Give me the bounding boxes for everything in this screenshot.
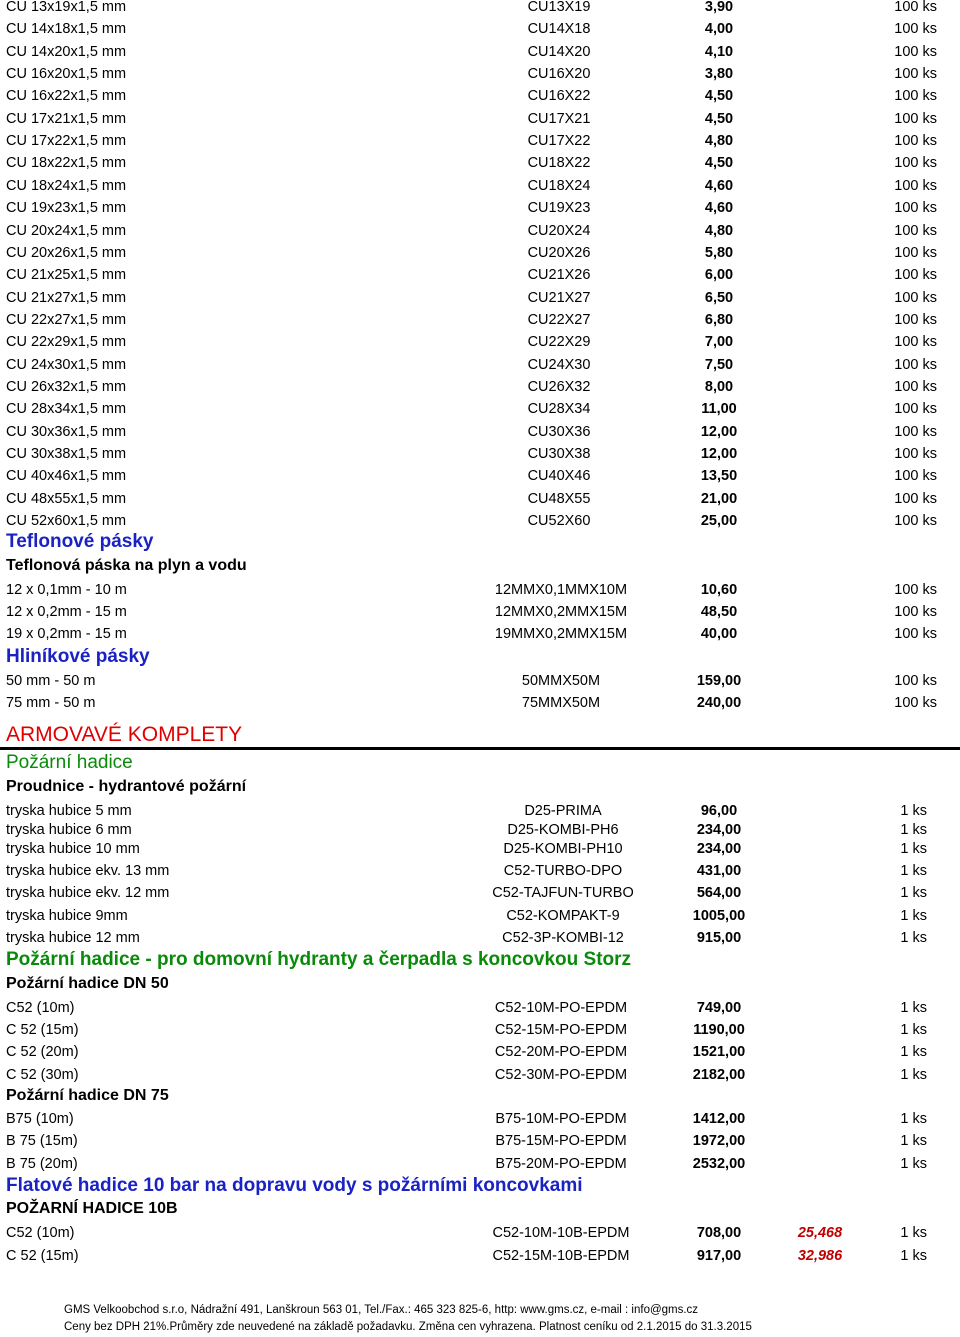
product-code: CU30X38 [527,446,591,462]
product-name: B 75 (20m) [6,1156,78,1172]
product-name: tryska hubice ekv. 13 mm [6,863,170,879]
table-row [0,309,960,331]
product-name: CU 21x27x1,5 mm [6,290,127,306]
product-name: 75 mm - 50 m [6,695,96,711]
table-row [0,443,960,465]
product-code: CU14X18 [527,21,591,37]
product-price: 4,80 [704,223,734,239]
product-name: C52 (10m) [6,1225,75,1241]
product-price: 1972,00 [692,1133,746,1149]
table-row [0,860,960,882]
product-unit: 100 ks [894,446,937,462]
product-price: 749,00 [696,1000,742,1016]
product-unit: 100 ks [894,223,937,239]
table-row [0,287,960,309]
product-name: CU 17x21x1,5 mm [6,111,127,127]
table-row [0,927,960,949]
product-name: tryska hubice 5 mm [6,803,132,819]
product-price: 4,50 [704,111,734,127]
product-name: CU 20x26x1,5 mm [6,245,127,261]
product-code: CU17X22 [527,133,591,149]
product-price: 40,00 [700,626,738,642]
product-name: tryska hubice 10 mm [6,841,140,857]
product-price: 6,00 [704,267,734,283]
storz-heading: Požární hadice - pro domovní hydranty a čerpadla s koncovkou Storz [6,949,632,970]
product-price: 11,00 [701,401,737,417]
flat-hoses-subheading: POŽARNÍ HADICE 10B [6,1200,178,1217]
product-price: 4,60 [704,178,734,194]
product-code: CU13X19 [527,0,591,15]
product-price: 917,00 [696,1248,742,1264]
product-unit: 1 ks [900,1156,927,1172]
product-code: CU48X55 [527,491,591,507]
product-unit: 100 ks [894,267,937,283]
product-price: 4,00 [704,21,734,37]
product-code: CU28X34 [527,401,591,417]
product-unit: 100 ks [894,626,937,642]
table-row [0,670,960,692]
product-unit: 1 ks [900,1000,927,1016]
product-unit: 1 ks [900,1133,927,1149]
product-code: C52-TAJFUN-TURBO [492,885,634,901]
product-code: CU19X23 [527,200,591,216]
product-price: 2182,00 [692,1067,746,1083]
product-code: CU20X24 [527,223,591,239]
product-price: 8,00 [704,379,734,395]
product-code: CU21X27 [527,290,591,306]
product-unit: 100 ks [894,424,937,440]
product-name: 12 x 0,1mm - 10 m [6,582,127,598]
product-unit: 1 ks [900,803,927,819]
product-name: C 52 (30m) [6,1067,79,1083]
product-name: CU 13x19x1,5 mm [6,0,127,15]
product-name: B 75 (15m) [6,1133,78,1149]
product-name: CU 22x29x1,5 mm [6,334,127,350]
product-price: 3,80 [704,66,734,82]
table-row [0,354,960,376]
product-name: 50 mm - 50 m [6,673,96,689]
product-price: 4,50 [704,88,734,104]
product-code: CU14X20 [527,44,591,60]
product-code: CU20X26 [527,245,591,261]
product-name: CU 18x24x1,5 mm [6,178,127,194]
product-unit: 100 ks [894,0,937,15]
product-price: 1521,00 [692,1044,746,1060]
product-price: 6,80 [704,312,734,328]
product-price: 2532,00 [692,1156,746,1172]
product-code: CU16X20 [527,66,591,82]
product-price: 159,00 [696,673,742,689]
product-price: 234,00 [696,841,742,857]
product-name: CU 14x20x1,5 mm [6,44,127,60]
footer-note: Ceny bez DPH 21%.Průměry zde neuvedené na základě požadavku. Změna cen vyhrazena. Platnost ceníku od 2.1.2015 do 31.3.2015 [64,1321,752,1333]
table-row [0,152,960,174]
product-name: CU 28x34x1,5 mm [6,401,127,417]
table-row [0,997,960,1019]
product-name: CU 19x23x1,5 mm [6,200,127,216]
table-row [0,130,960,152]
product-price: 10,60 [700,582,738,598]
table-row [0,85,960,107]
product-code: C52-30M-PO-EPDM [494,1067,628,1083]
product-unit: 100 ks [894,111,937,127]
product-price: 915,00 [696,930,742,946]
product-name: CU 16x22x1,5 mm [6,88,127,104]
product-name: CU 22x27x1,5 mm [6,312,127,328]
product-code: C52-10M-10B-EPDM [492,1225,630,1241]
product-name: CU 26x32x1,5 mm [6,379,127,395]
product-unit: 100 ks [894,401,937,417]
product-unit: 100 ks [894,379,937,395]
table-row [0,1245,960,1267]
product-unit: 100 ks [894,200,937,216]
product-unit: 100 ks [894,155,937,171]
product-code: CU22X29 [527,334,591,350]
product-price: 48,50 [700,604,738,620]
product-price: 4,10 [704,44,734,60]
product-name: tryska hubice 12 mm [6,930,140,946]
table-row [0,601,960,623]
table-row [0,18,960,40]
product-code: B75-15M-PO-EPDM [495,1133,627,1149]
table-row [0,376,960,398]
product-code: CU40X46 [527,468,591,484]
product-code: CU17X21 [527,111,591,127]
product-name: 19 x 0,2mm - 15 m [6,626,127,642]
table-row [0,220,960,242]
product-unit: 100 ks [894,44,937,60]
product-unit: 1 ks [900,1248,927,1264]
product-price: 1005,00 [692,908,746,924]
product-price: 4,80 [704,133,734,149]
product-price: 7,00 [704,334,734,350]
product-name: tryska hubice 6 mm [6,822,132,838]
product-unit: 1 ks [900,908,927,924]
product-name: CU 20x24x1,5 mm [6,223,127,239]
product-name: CU 30x36x1,5 mm [6,424,127,440]
product-name: tryska hubice 9mm [6,908,128,924]
product-unit: 100 ks [894,133,937,149]
product-code: C52-KOMPAKT-9 [506,908,620,924]
table-row [0,331,960,353]
aluminium-heading: Hliníkové pásky [6,646,150,667]
table-row [0,1019,960,1041]
product-unit: 1 ks [900,885,927,901]
product-unit: 100 ks [894,312,937,328]
product-price: 4,60 [704,200,734,216]
product-unit: 1 ks [900,1022,927,1038]
product-name: CU 17x22x1,5 mm [6,133,127,149]
product-code: C52-TURBO-DPO [503,863,623,879]
product-price: 7,50 [704,357,734,373]
product-unit: 1 ks [900,863,927,879]
table-row [0,0,960,18]
product-code: 12MMX0,1MMX10M [494,582,628,598]
product-code: D25-KOMBI-PH10 [503,841,623,857]
dn75-heading: Požární hadice DN 75 [6,1087,169,1104]
product-price: 13,50 [700,468,738,484]
product-price: 708,00 [696,1225,742,1241]
product-code: C52-15M-10B-EPDM [492,1248,630,1264]
product-code: CU16X22 [527,88,591,104]
product-unit: 100 ks [894,695,937,711]
product-unit: 100 ks [894,582,937,598]
teflon-subheading: Teflonová páska na plyn a vodu [6,557,247,574]
product-unit: 100 ks [894,513,937,529]
product-code: 12MMX0,2MMX15M [494,604,628,620]
product-price: 4,50 [704,155,734,171]
product-name: CU 48x55x1,5 mm [6,491,127,507]
product-code: C52-3P-KOMBI-12 [502,930,624,946]
product-price: 1412,00 [692,1111,746,1127]
product-name: CU 16x20x1,5 mm [6,66,127,82]
product-name: C 52 (15m) [6,1248,79,1264]
product-unit: 100 ks [894,21,937,37]
product-unit: 1 ks [900,1067,927,1083]
nozzles-heading: Proudnice - hydrantové požární [6,778,247,795]
product-code: 75MMX50M [521,695,601,711]
product-unit: 1 ks [900,822,927,838]
product-alt-price: 32,986 [797,1248,843,1264]
product-code: CU18X24 [527,178,591,194]
section-divider [0,747,960,750]
table-row [0,905,960,927]
product-price: 12,00 [700,424,738,440]
product-price: 6,50 [704,290,734,306]
product-name: CU 52x60x1,5 mm [6,513,127,529]
product-unit: 100 ks [894,604,937,620]
table-row [0,108,960,130]
product-unit: 100 ks [894,88,937,104]
product-price: 3,90 [704,0,734,15]
product-price: 240,00 [696,695,742,711]
table-row [0,1222,960,1244]
product-code: CU22X27 [527,312,591,328]
product-code: 50MMX50M [521,673,601,689]
table-row [0,1064,960,1086]
table-row [0,465,960,487]
product-name: tryska hubice ekv. 12 mm [6,885,170,901]
table-row [0,175,960,197]
table-row [0,510,960,532]
table-row [0,1153,960,1175]
product-price: 431,00 [696,863,742,879]
table-row [0,1041,960,1063]
product-unit: 1 ks [900,930,927,946]
product-price: 5,80 [704,245,734,261]
product-unit: 1 ks [900,1111,927,1127]
flat-hoses-heading: Flatové hadice 10 bar na dopravu vody s požárními koncovkami [6,1175,583,1196]
footer-contact: GMS Velkoobchod s.r.o, Nádražní 491, Lanškroun 563 01, Tel./Fax.: 465 323 825-6, http: www.gms.cz, e-mail : info@gms.cz [64,1304,699,1316]
product-unit: 100 ks [894,357,937,373]
product-unit: 1 ks [900,841,927,857]
product-unit: 100 ks [894,178,937,194]
product-code: CU18X22 [527,155,591,171]
product-unit: 100 ks [894,290,937,306]
table-row [0,692,960,714]
product-code: C52-20M-PO-EPDM [494,1044,628,1060]
product-code: CU30X36 [527,424,591,440]
product-code: C52-10M-PO-EPDM [494,1000,628,1016]
product-unit: 1 ks [900,1044,927,1060]
table-row [0,1130,960,1152]
product-unit: 100 ks [894,66,937,82]
product-code: D25-KOMBI-PH6 [507,822,619,838]
table-row [0,41,960,63]
product-name: CU 18x22x1,5 mm [6,155,127,171]
product-price: 234,00 [696,822,742,838]
product-unit: 100 ks [894,468,937,484]
product-name: C52 (10m) [6,1000,75,1016]
product-price: 96,00 [700,803,738,819]
table-row [0,421,960,443]
table-row [0,264,960,286]
table-row [0,579,960,601]
product-code: D25-PRIMA [524,803,602,819]
fire-hose-heading: Požární hadice [6,752,133,773]
product-unit: 100 ks [894,673,937,689]
product-code: C52-15M-PO-EPDM [494,1022,628,1038]
table-row [0,197,960,219]
product-unit: 100 ks [894,491,937,507]
table-row [0,242,960,264]
product-price: 564,00 [696,885,742,901]
table-row [0,882,960,904]
product-name: CU 30x38x1,5 mm [6,446,127,462]
table-row [0,623,960,645]
product-name: 12 x 0,2mm - 15 m [6,604,127,620]
armovane-heading: ARMOVAVÉ KOMPLETY [6,723,243,746]
product-code: B75-20M-PO-EPDM [495,1156,627,1172]
product-name: B75 (10m) [6,1111,74,1127]
table-row [0,398,960,420]
product-unit: 100 ks [894,245,937,261]
product-name: CU 14x18x1,5 mm [6,21,127,37]
product-price: 25,00 [700,513,738,529]
product-code: B75-10M-PO-EPDM [495,1111,627,1127]
table-row [0,63,960,85]
product-name: C 52 (15m) [6,1022,79,1038]
table-row [0,1108,960,1130]
product-unit: 100 ks [894,334,937,350]
product-name: CU 40x46x1,5 mm [6,468,127,484]
product-name: CU 21x25x1,5 mm [6,267,127,283]
product-price: 21,00 [700,491,738,507]
product-name: CU 24x30x1,5 mm [6,357,127,373]
product-unit: 1 ks [900,1225,927,1241]
product-code: CU24X30 [527,357,591,373]
product-alt-price: 25,468 [797,1225,843,1241]
product-code: CU21X26 [527,267,591,283]
table-row [0,838,960,860]
product-name: C 52 (20m) [6,1044,79,1060]
product-code: 19MMX0,2MMX15M [494,626,628,642]
teflon-heading: Teflonové pásky [6,531,154,552]
product-price: 12,00 [700,446,738,462]
dn50-heading: Požární hadice DN 50 [6,975,169,992]
product-code: CU52X60 [527,513,591,529]
product-price: 1190,00 [693,1022,745,1038]
product-code: CU26X32 [527,379,591,395]
table-row [0,488,960,510]
